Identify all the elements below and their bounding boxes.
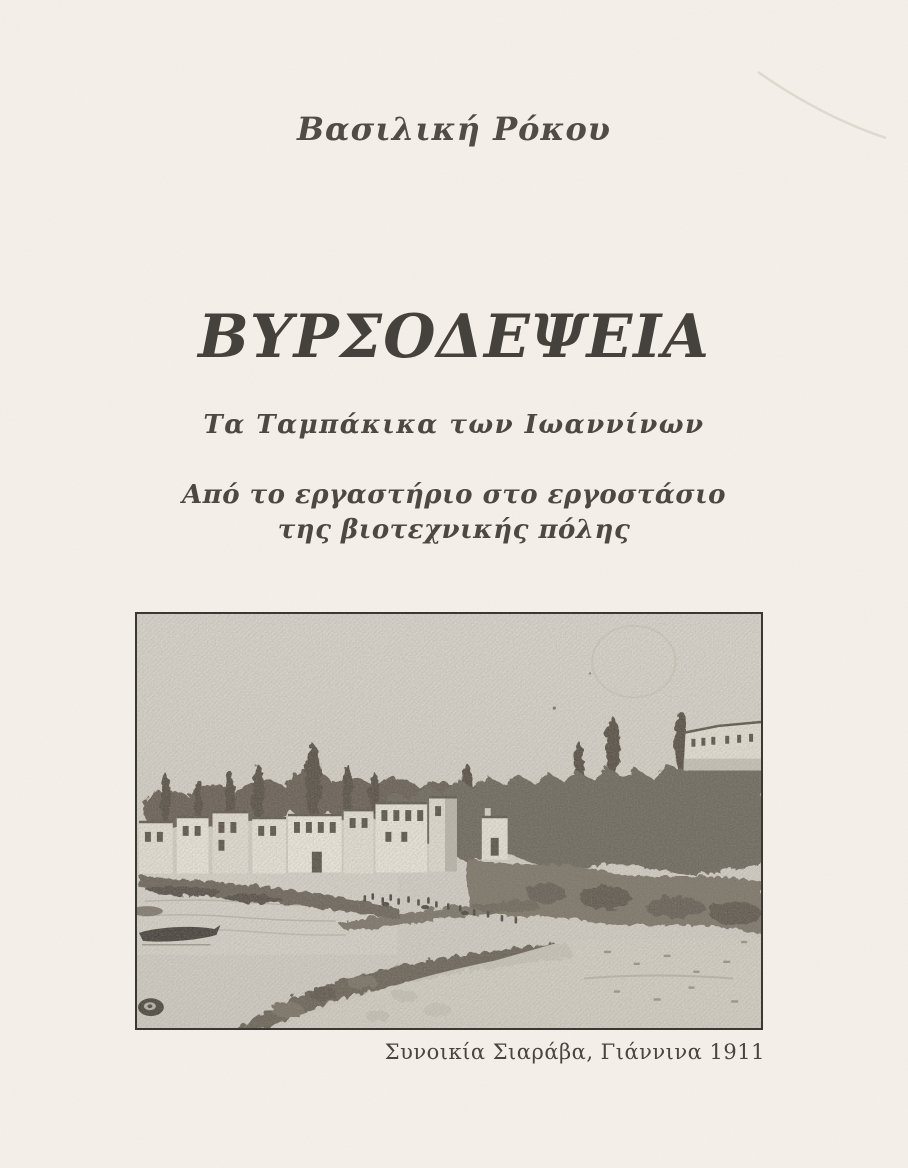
author-name: Βασιλική Ρόκου — [297, 110, 611, 148]
book-tagline — [0, 478, 908, 548]
photo-grain-overlay — [137, 614, 761, 1028]
book-subtitle: Τα Ταμπάκικα των Ιωαννίνων — [203, 410, 705, 440]
cover-photo — [135, 612, 763, 1030]
tagline-line-1: Από το εργαστήριο στο εργοστάσιο — [181, 480, 726, 510]
photo-caption: Συνοικία Σιαράβα, Γιάννινα 1911 — [384, 1040, 765, 1064]
tagline-line-2: της βιοτεχνικής πόλης — [277, 515, 631, 545]
photo-illustration — [137, 614, 761, 1028]
book-title: ΒΥΡΣΟΔΕΨΕΙΑ — [198, 302, 710, 372]
